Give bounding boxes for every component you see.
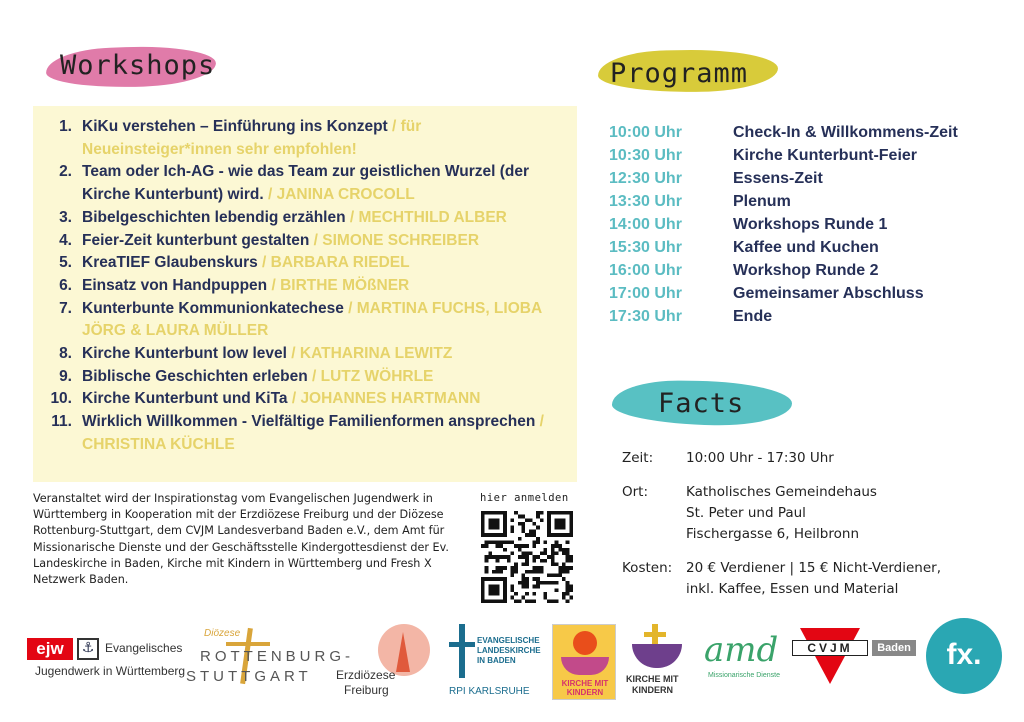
programm-row	[609, 121, 958, 144]
programm-event: Ende	[733, 307, 773, 325]
programm-event: Gemeinsamer Abschluss	[733, 284, 924, 302]
cross-bar	[226, 642, 270, 646]
logo-rottenburg	[186, 626, 354, 688]
workshop-number: 6.	[59, 276, 72, 294]
kmk-wue-line1: KIRCHE MIT	[626, 674, 679, 684]
workshop-number: 7.	[59, 299, 72, 317]
fact-ort-label: Ort:	[622, 484, 649, 500]
programm-row	[609, 259, 958, 282]
workshop-title: Kirche Kunterbunt und KiTa	[82, 390, 292, 408]
logo-kirche-mit-kindern-wue	[624, 622, 694, 698]
workshop-title: Wirklich Willkommen - Vielfältige Familienformen ansprechen	[82, 413, 540, 431]
fact-kosten-line: 20 € Verdiener | 15 € Nicht-Verdiener,	[686, 560, 942, 576]
programm-time: 15:30 Uhr	[609, 238, 682, 256]
programm-table	[609, 121, 958, 328]
register-label: hier anmelden	[480, 492, 569, 504]
workshop-number: 8.	[59, 345, 72, 363]
programm-time: 13:30 Uhr	[609, 192, 682, 210]
workshop-leader: / für Neueinsteiger*innen sehr empfohlen!	[82, 118, 422, 158]
fact-ort	[622, 482, 941, 545]
workshop-title: Kirche Kunterbunt low level	[82, 345, 292, 363]
workshop-item	[44, 207, 564, 230]
programm-row	[609, 282, 958, 305]
workshop-title: KiKu verstehen – Einführung ins Konzept	[82, 118, 393, 135]
logo-ev-landeskirche-baden	[445, 622, 545, 700]
workshop-item	[44, 230, 564, 253]
programm-row	[609, 167, 958, 190]
fact-zeit-value: 10:00 Uhr - 17:30 Uhr	[686, 450, 834, 466]
workshop-body	[82, 366, 564, 389]
fact-ort-line: St. Peter und Paul	[686, 505, 806, 521]
fact-zeit	[622, 448, 941, 469]
logo-fresh-x	[926, 618, 1002, 694]
programm-event: Kaffee und Kuchen	[733, 238, 879, 256]
freiburg-line2: Freiburg	[344, 683, 389, 697]
baden-line3: IN BADEN	[477, 656, 516, 665]
workshop-body	[82, 207, 564, 230]
ejw-line2: Jugendwerk in Württemberg	[35, 664, 186, 678]
programm-row	[609, 144, 958, 167]
rottenburg-line1: ROTTENBURG-	[200, 648, 354, 665]
workshop-number: 4.	[59, 231, 72, 249]
ejw-mark: ejw	[27, 638, 73, 660]
programm-time: 17:00 Uhr	[609, 284, 682, 302]
workshop-leader: / BARBARA RIEDEL	[262, 254, 410, 272]
facts-title: Facts	[658, 388, 745, 419]
ejw-line1: Evangelisches	[105, 641, 183, 655]
fact-zeit-label: Zeit:	[622, 450, 654, 466]
workshop-leader: / SIMONE SCHREIBER	[313, 231, 480, 249]
workshop-item	[44, 298, 564, 343]
workshop-leader: / JOHANNES HARTMANN	[291, 390, 481, 408]
programm-time: 12:30 Uhr	[609, 169, 682, 187]
workshop-title: Feier-Zeit kunterbunt gestalten	[82, 231, 314, 249]
baden-line1: EVANGELISCHE	[477, 636, 540, 645]
logo-ejw	[27, 634, 186, 684]
workshop-number: 3.	[59, 208, 72, 226]
workshop-leader: / CHRISTINA KÜCHLE	[82, 413, 544, 453]
workshop-title: Team oder Ich-AG - wie das Team zur geistlichen Wurzel (der Kirche Kunterbunt) wird.	[82, 163, 530, 204]
workshop-number: 10.	[50, 390, 72, 408]
workshop-number: 5.	[59, 254, 72, 272]
cross-anchor-icon: ⚓	[77, 638, 99, 660]
workshop-title: KreaTIEF Glaubenskurs	[82, 254, 263, 272]
fact-ort-line: Fischergasse 6, Heilbronn	[686, 526, 859, 542]
programm-event: Check-In & Willkommens-Zeit	[733, 123, 958, 141]
freiburg-line1: Erzdiözese	[336, 668, 396, 682]
child-face-icon	[573, 631, 597, 655]
workshop-title: Biblische Geschichten erleben	[82, 367, 312, 385]
logo-kirche-mit-kindern-baden	[552, 624, 616, 700]
amd-mark: amd	[704, 630, 779, 670]
workshop-leader: / LUTZ WÖHRLE	[312, 367, 434, 385]
organizer-text: Veranstaltet wird der Inspirationstag vom Evangelischen Jugendwerk in Württemberg in Kooperation mit der Erzdiözese Freiburg und der Diözese Rottenburg-Stuttgart, dem CVJM Landesverband Baden e.V., dem Amt für Missionarische Dienste und der Geschäftsstelle Kindergottesdienst der Ev. Landeskirche in Baden, Kirche mit Kindern in Württemberg und Fresh X Netzwerk Baden.	[33, 492, 449, 587]
logo-cvjm-baden	[792, 628, 918, 688]
kmk-baden-text: KIRCHE MIT KINDERN	[561, 679, 609, 697]
fact-ort-line: Katholisches Gemeindehaus	[686, 484, 877, 500]
rottenburg-small: Diözese	[204, 628, 241, 639]
workshop-leader: / KATHARINA LEWITZ	[291, 345, 453, 363]
programm-row	[609, 305, 958, 328]
programm-row	[609, 190, 958, 213]
workshop-body	[82, 161, 564, 206]
kmk-wue-line2: KINDERN	[632, 685, 674, 695]
workshops-title: Workshops	[60, 50, 216, 81]
fact-kosten-label: Kosten:	[622, 560, 673, 576]
workshop-item	[44, 275, 564, 298]
cross-icon	[459, 624, 465, 678]
workshop-body	[82, 343, 564, 366]
workshop-item	[44, 116, 564, 161]
programm-event: Essens-Zeit	[733, 169, 823, 187]
workshop-leader: / JANINA CROCOLL	[268, 186, 415, 204]
workshops-list	[44, 116, 564, 457]
programm-row	[609, 236, 958, 259]
cross-bar	[449, 642, 475, 647]
workshop-item	[44, 411, 564, 456]
workshop-body	[82, 116, 564, 161]
workshop-item	[44, 252, 564, 275]
fact-kosten	[622, 558, 941, 600]
workshop-number: 1.	[59, 118, 72, 135]
facts-block	[622, 448, 941, 613]
workshop-leader: / MARTINA FUCHS, LIOBA JÖRG & LAURA MÜLLER	[82, 299, 542, 340]
workshop-item	[44, 366, 564, 389]
workshop-item	[44, 161, 564, 206]
workshop-body	[82, 298, 564, 343]
workshop-title: Einsatz von Handpuppen	[82, 276, 272, 294]
baden-sub: RPI KARLSRUHE	[449, 686, 530, 697]
workshop-body	[82, 388, 564, 411]
workshop-number: 2.	[59, 163, 72, 181]
programm-event: Kirche Kunterbunt-Feier	[733, 146, 918, 164]
workshop-leader: / BIRTHE MÖßNER	[271, 276, 410, 294]
workshop-body	[82, 252, 564, 275]
workshop-item	[44, 388, 564, 411]
cvjm-triangle-icon	[800, 628, 860, 684]
fact-kosten-line: inkl. Kaffee, Essen und Material	[686, 581, 899, 597]
programm-time: 14:00 Uhr	[609, 215, 682, 233]
workshop-body	[82, 230, 564, 253]
cross-bar	[644, 632, 666, 637]
fx-text: fx.	[946, 638, 982, 671]
workshop-title: Kunterbunte Kommunionkatechese	[82, 299, 349, 317]
workshop-leader: / MECHTHILD ALBER	[349, 208, 507, 226]
programm-time: 17:30 Uhr	[609, 307, 682, 325]
workshop-body	[82, 411, 564, 456]
programm-row	[609, 213, 958, 236]
baden-line2: LANDESKIRCHE	[477, 646, 541, 655]
logo-freiburg	[336, 622, 436, 697]
cvjm-badge: Baden	[872, 640, 916, 656]
boat-icon	[561, 657, 609, 675]
workshop-body	[82, 275, 564, 298]
workshop-item	[44, 343, 564, 366]
cvjm-text: CVJM	[792, 640, 868, 656]
programm-time: 16:00 Uhr	[609, 261, 682, 279]
programm-time: 10:30 Uhr	[609, 146, 682, 164]
workshop-number: 11.	[51, 413, 72, 431]
registration-qr-code[interactable]	[481, 511, 573, 603]
programm-title: Programm	[610, 58, 749, 89]
programm-event: Plenum	[733, 192, 791, 210]
programm-time: 10:00 Uhr	[609, 123, 682, 141]
programm-event: Workshop Runde 2	[733, 261, 879, 279]
amd-sub: Missionarische Dienste	[708, 672, 780, 679]
programm-event: Workshops Runde 1	[733, 215, 888, 233]
rottenburg-line2: STUTTGART	[186, 668, 312, 685]
workshop-title: Bibelgeschichten lebendig erzählen	[82, 208, 350, 226]
workshop-number: 9.	[59, 367, 72, 385]
children-icon	[632, 644, 682, 668]
logo-amd	[704, 624, 784, 690]
